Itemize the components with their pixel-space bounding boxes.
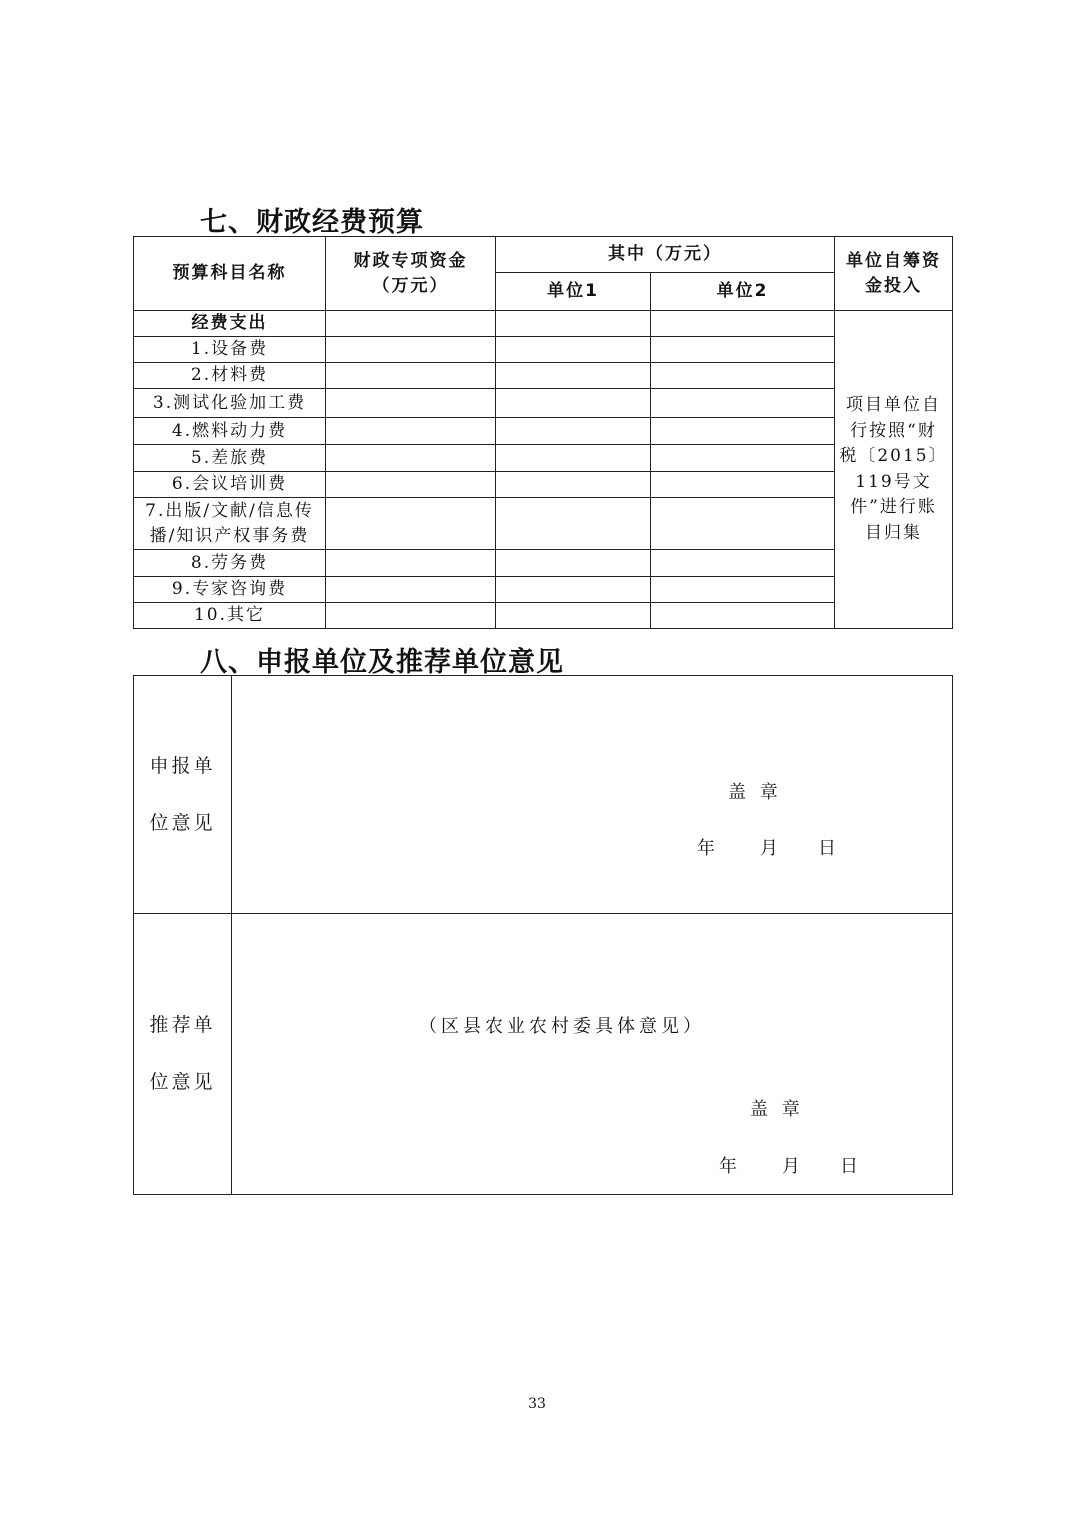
recommender-opinion-hint: （区县农业农村委具体意见）	[419, 1016, 705, 1037]
cell-unit2[interactable]	[651, 389, 835, 418]
row-label-travel: 5.差旅费	[134, 445, 326, 472]
recommender-date-year: 年	[719, 1156, 741, 1177]
row-label-other: 10.其它	[134, 603, 326, 629]
note-line: 项目单位自	[846, 395, 941, 415]
header-fiscal-fund	[326, 237, 496, 311]
page-number: 33	[528, 1396, 546, 1412]
cell-fiscal[interactable]	[326, 363, 496, 389]
opinion-table	[133, 675, 953, 1195]
applicant-date-year: 年	[697, 838, 719, 859]
header-unit-1: 单位1	[496, 273, 651, 311]
applicant-date-month: 月	[760, 838, 782, 859]
applicant-opinion-area[interactable]	[232, 676, 953, 914]
recommender-date-day: 日	[840, 1156, 862, 1177]
cell-unit2[interactable]	[651, 577, 835, 603]
applicant-date-day: 日	[818, 838, 840, 859]
row-label-publication-line2: 播/知识产权事务费	[149, 525, 310, 546]
cell-fiscal[interactable]	[326, 389, 496, 418]
note-line: 目归集	[865, 522, 922, 543]
recommender-opinion-label	[134, 914, 232, 1195]
cell-fiscal[interactable]	[326, 445, 496, 472]
applicant-seal: 盖 章	[728, 782, 782, 803]
recommender-date-month: 月	[782, 1156, 804, 1177]
header-fiscal-line1: 财政专项资金	[353, 250, 468, 271]
cell-unit2[interactable]	[651, 418, 835, 445]
note-line: 119号文	[855, 471, 932, 492]
row-label-equipment: 1.设备费	[134, 337, 326, 363]
recommender-seal: 盖 章	[750, 1099, 804, 1120]
budget-table	[133, 236, 953, 629]
header-fiscal-line2: （万元）	[372, 275, 449, 296]
header-among: 其中（万元）	[496, 237, 835, 273]
cell-unit2[interactable]	[651, 550, 835, 577]
cell-fiscal[interactable]	[326, 418, 496, 445]
cell-fiscal[interactable]	[326, 603, 496, 629]
cell-fiscal[interactable]	[326, 311, 496, 337]
row-label-materials: 2.材料费	[134, 363, 326, 389]
header-self-line1: 单位自筹资	[846, 250, 941, 271]
row-label-testing: 3.测试化验加工费	[134, 389, 326, 418]
cell-unit1[interactable]	[496, 418, 651, 445]
cell-unit1[interactable]	[496, 577, 651, 603]
row-label-fuel-power: 4.燃料动力费	[134, 418, 326, 445]
cell-unit2[interactable]	[651, 472, 835, 498]
cell-unit2[interactable]	[651, 445, 835, 472]
note-line: 件”进行账	[850, 497, 937, 517]
cell-unit2[interactable]	[651, 337, 835, 363]
note-line: 税〔2015〕	[839, 446, 948, 466]
header-item-name: 预算科目名称	[134, 237, 326, 311]
cell-unit1[interactable]	[496, 498, 651, 550]
cell-unit1[interactable]	[496, 445, 651, 472]
cell-unit1[interactable]	[496, 389, 651, 418]
cell-unit2[interactable]	[651, 311, 835, 337]
cell-unit2[interactable]	[651, 603, 835, 629]
cell-unit2[interactable]	[651, 363, 835, 389]
self-funding-note	[835, 311, 953, 629]
cell-unit1[interactable]	[496, 472, 651, 498]
recommender-opinion-area[interactable]	[232, 914, 953, 1195]
cell-fiscal[interactable]	[326, 550, 496, 577]
cell-unit1[interactable]	[496, 337, 651, 363]
applicant-label-line1: 申报单	[149, 754, 216, 777]
row-label-publication-line1: 7.出版/文献/信息传	[145, 500, 314, 521]
cell-fiscal[interactable]	[326, 337, 496, 363]
cell-unit1[interactable]	[496, 363, 651, 389]
applicant-label-line2: 位意见	[149, 811, 216, 834]
row-label-expert-consulting: 9.专家咨询费	[134, 577, 326, 603]
cell-unit1[interactable]	[496, 550, 651, 577]
row-label-publication	[134, 498, 326, 550]
note-line: 行按照“财	[850, 420, 937, 441]
recommender-label-line1: 推荐单	[149, 1014, 216, 1036]
header-unit-2: 单位2	[651, 273, 835, 311]
cell-unit1[interactable]	[496, 311, 651, 337]
recommender-label-line2: 位意见	[149, 1071, 216, 1093]
header-self-line2: 金投入	[865, 275, 922, 296]
cell-fiscal[interactable]	[326, 577, 496, 603]
section-8-title: 八、申报单位及推荐单位意见	[200, 647, 564, 678]
cell-fiscal[interactable]	[326, 472, 496, 498]
header-self-funding	[835, 237, 953, 311]
cell-unit1[interactable]	[496, 603, 651, 629]
cell-fiscal[interactable]	[326, 498, 496, 550]
section-7-title: 七、财政经费预算	[200, 207, 424, 238]
row-label-labor: 8.劳务费	[134, 550, 326, 577]
applicant-opinion-label	[134, 676, 232, 914]
row-label-expenditure: 经费支出	[134, 311, 326, 337]
cell-unit2[interactable]	[651, 498, 835, 550]
row-label-meeting-training: 6.会议培训费	[134, 472, 326, 498]
